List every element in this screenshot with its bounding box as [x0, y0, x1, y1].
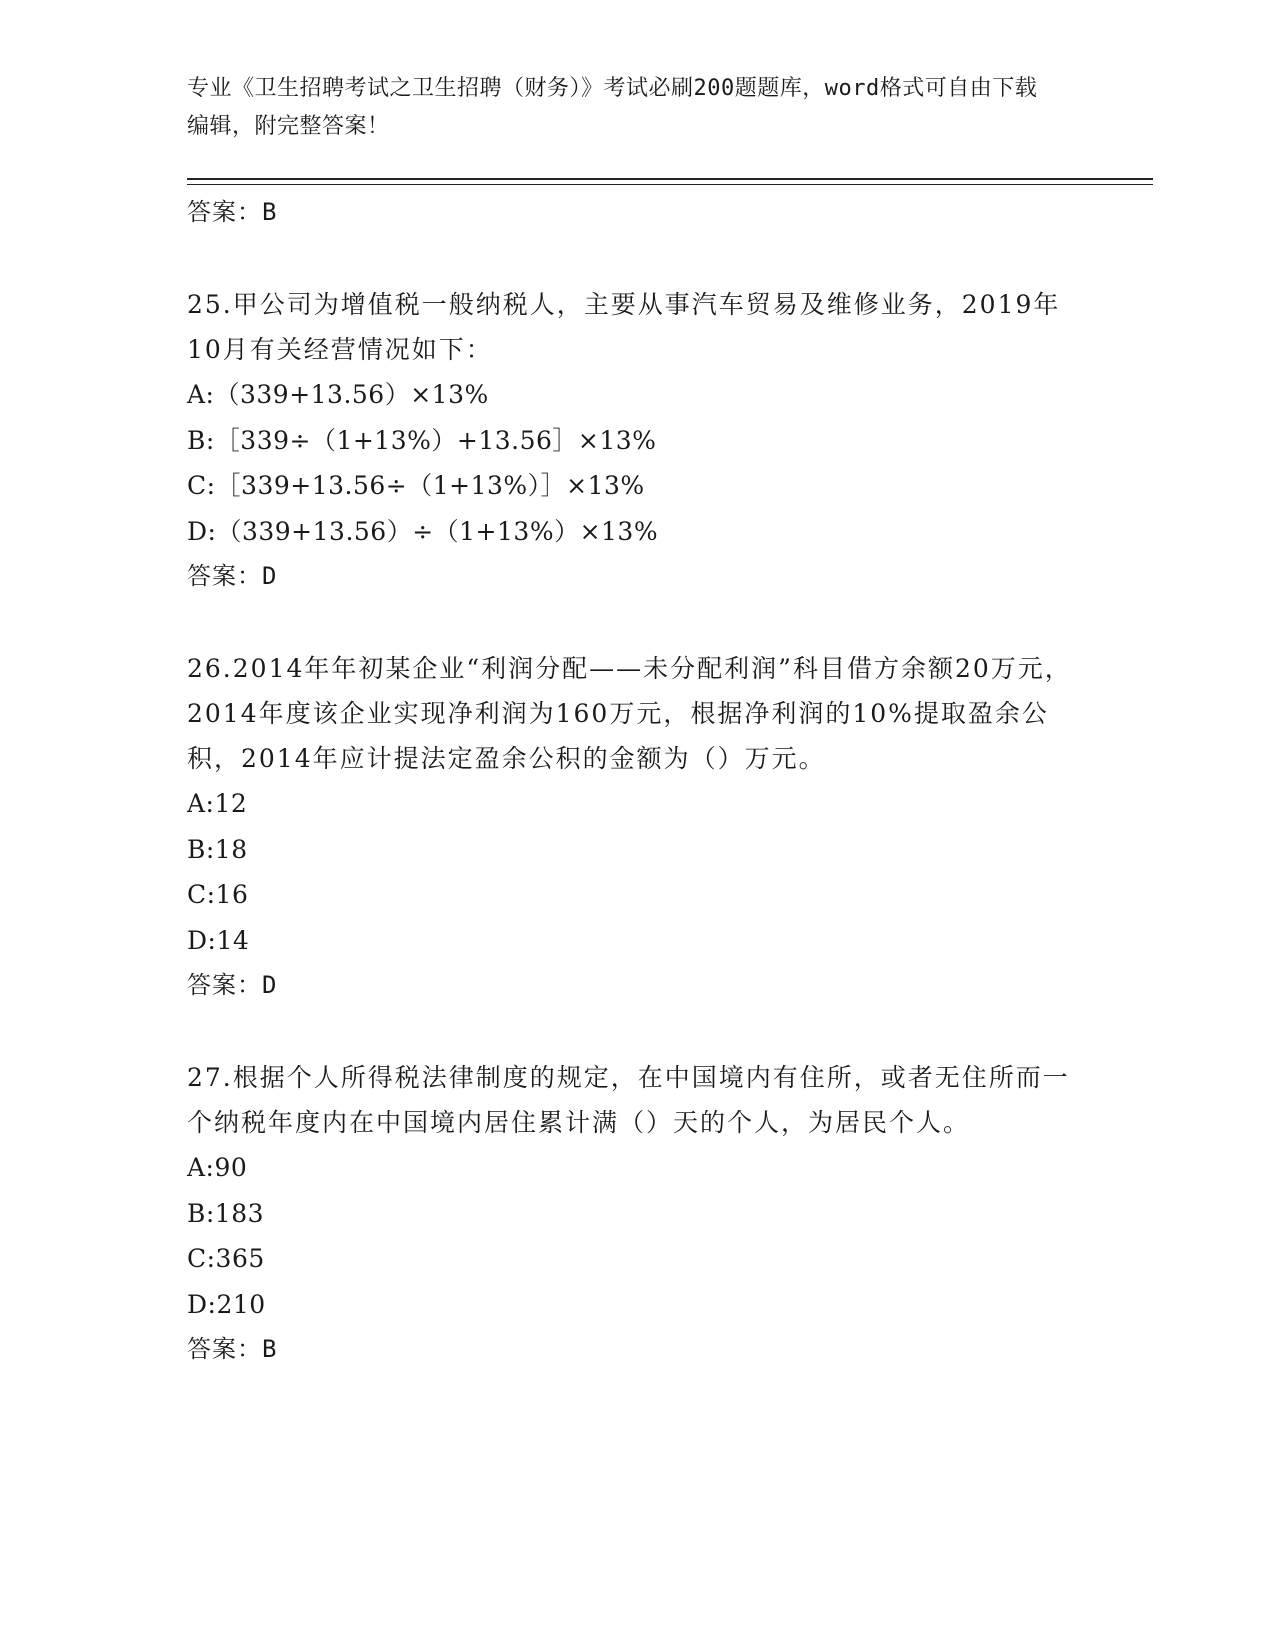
option-b: B:［339÷（1+13%）+13.56］×13% [187, 425, 657, 455]
question-block [187, 1055, 1087, 1371]
option-a: A:90 [187, 1153, 248, 1182]
option-a: A:12 [187, 789, 248, 818]
option-d: D:14 [187, 925, 250, 955]
document-body [187, 190, 1087, 1371]
header-rule-thick [187, 178, 1153, 180]
answer-line: 答案：B [187, 198, 278, 226]
header-rule-thin [187, 184, 1153, 185]
option-d: D:210 [187, 1289, 266, 1319]
question-block [187, 282, 1087, 598]
document-header: 专业《卫生招聘考试之卫生招聘（财务）》考试必刷200题题库，word格式可自由下载编辑，附完整答案！ [187, 76, 1038, 139]
question-stem: 25.甲公司为增值税一般纳税人，主要从事汽车贸易及维修业务，2019年10月有关经营情况如下： [187, 290, 1061, 364]
answer-line: 答案：D [187, 562, 278, 590]
option-b: B:18 [187, 834, 248, 864]
answer-line: 答案：D [187, 971, 278, 999]
option-a: A:（339+13.56）×13% [187, 380, 489, 409]
option-c: C:［339+13.56÷（1+13%）］×13% [187, 471, 645, 500]
option-c: C:365 [187, 1244, 265, 1273]
question-block [187, 646, 1087, 1007]
answer-line: 答案：B [187, 1335, 278, 1363]
option-b: B:183 [187, 1198, 265, 1228]
question-stem: 26.2014年年初某企业“利润分配——未分配利润”科目借方余额20万元，2014年度该企业实现净利润为160万元，根据净利润的10%提取盈余公积，2014年应计提法定盈余公积的金额为（）万元。 [187, 654, 1072, 773]
option-c: C:16 [187, 880, 249, 909]
option-d: D:（339+13.56）÷（1+13%）×13% [187, 516, 659, 546]
question-stem: 27.根据个人所得税法律制度的规定，在中国境内有住所，或者无住所而一个纳税年度内在中国境内居住累计满（）天的个人，为居民个人。 [187, 1063, 1070, 1137]
